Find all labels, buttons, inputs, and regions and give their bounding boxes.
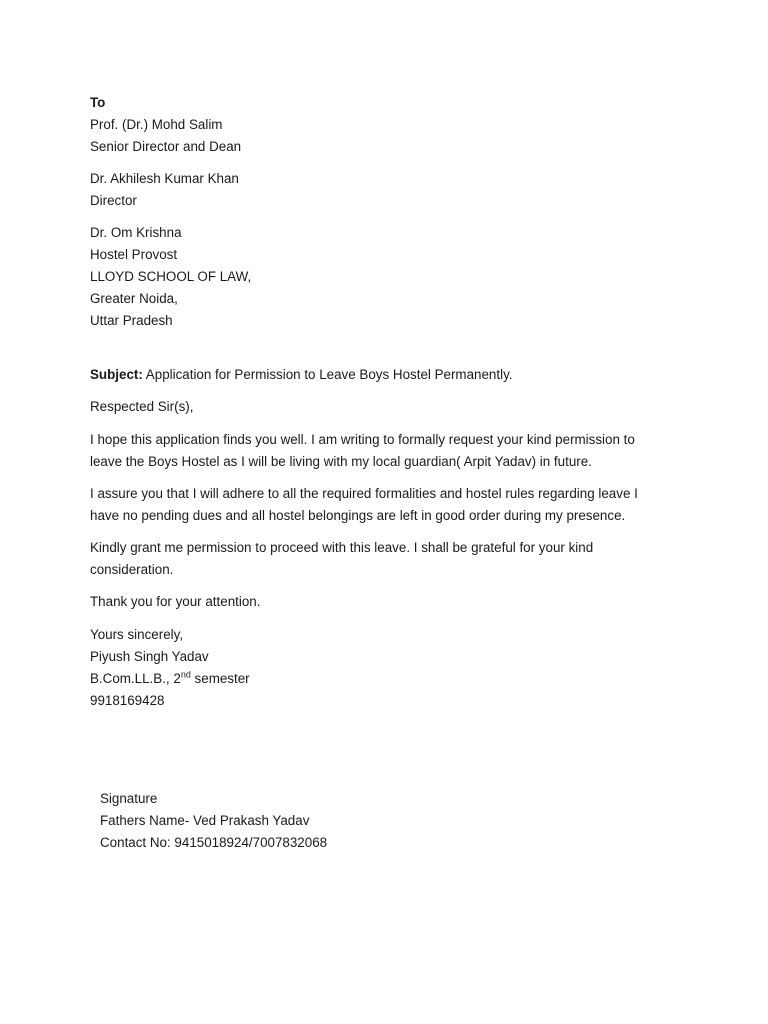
- sender-phone: 9918169428: [90, 693, 165, 708]
- recipient2-name: Dr. Akhilesh Kumar Khan: [90, 171, 239, 186]
- subject-text: Application for Permission to Leave Boys Hostel Permanently.: [142, 367, 513, 382]
- valediction: Yours sincerely,: [90, 627, 184, 642]
- closing-block: [90, 624, 680, 712]
- subject-label: Subject:: [90, 367, 143, 382]
- to-label: To: [90, 95, 106, 110]
- paragraph-2-line-1: I assure you that I will adhere to all the required formalities and hostel rules regarding leave I: [90, 486, 638, 501]
- recipient3-name: Dr. Om Krishna: [90, 225, 182, 240]
- paragraph-3-line-2: consideration.: [90, 562, 174, 577]
- recipient3-institution: LLOYD SCHOOL OF LAW,: [90, 269, 252, 284]
- sender-course: [90, 668, 680, 690]
- body-paragraph-1: [90, 429, 680, 473]
- contact-number: Contact No: 9415018924/7007832068: [100, 835, 328, 850]
- salutation-text: Respected Sir(s),: [90, 399, 194, 414]
- recipient2-title: Director: [90, 193, 137, 208]
- course-superscript: nd: [180, 669, 191, 680]
- salutation: [90, 396, 680, 418]
- recipients-block: [90, 92, 680, 158]
- father-name: Fathers Name- Ved Prakash Yadav: [100, 813, 310, 828]
- paragraph-3-line-1: Kindly grant me permission to proceed with this leave. I shall be grateful for your kind: [90, 540, 594, 555]
- recipient3-city: Greater Noida,: [90, 291, 178, 306]
- subject-line: [90, 364, 680, 386]
- recipient1-title: Senior Director and Dean: [90, 139, 242, 154]
- signature-block: [100, 788, 690, 854]
- recipient3-title: Hostel Provost: [90, 247, 178, 262]
- body-paragraph-4: [90, 591, 680, 613]
- recipient3-block: [90, 222, 680, 332]
- body-paragraph-3: [90, 537, 680, 581]
- course-suffix: semester: [190, 671, 250, 686]
- recipient3-state: Uttar Pradesh: [90, 313, 173, 328]
- recipient1-name: Prof. (Dr.) Mohd Salim: [90, 117, 223, 132]
- course-prefix: B.Com.LL.B., 2: [90, 671, 181, 686]
- body-paragraph-2: [90, 483, 680, 527]
- paragraph-1-line-1: I hope this application finds you well. I am writing to formally request your kind permission to: [90, 432, 635, 447]
- recipient2-block: [90, 168, 680, 212]
- paragraph-1-line-2: leave the Boys Hostel as I will be living with my local guardian( Arpit Yadav) in future.: [90, 454, 592, 469]
- paragraph-2-line-2: have no pending dues and all hostel belongings are left in good order during my presence.: [90, 508, 626, 523]
- paragraph-4-line-1: Thank you for your attention.: [90, 594, 261, 609]
- signature-label: Signature: [100, 791, 158, 806]
- sender-name: Piyush Singh Yadav: [90, 649, 209, 664]
